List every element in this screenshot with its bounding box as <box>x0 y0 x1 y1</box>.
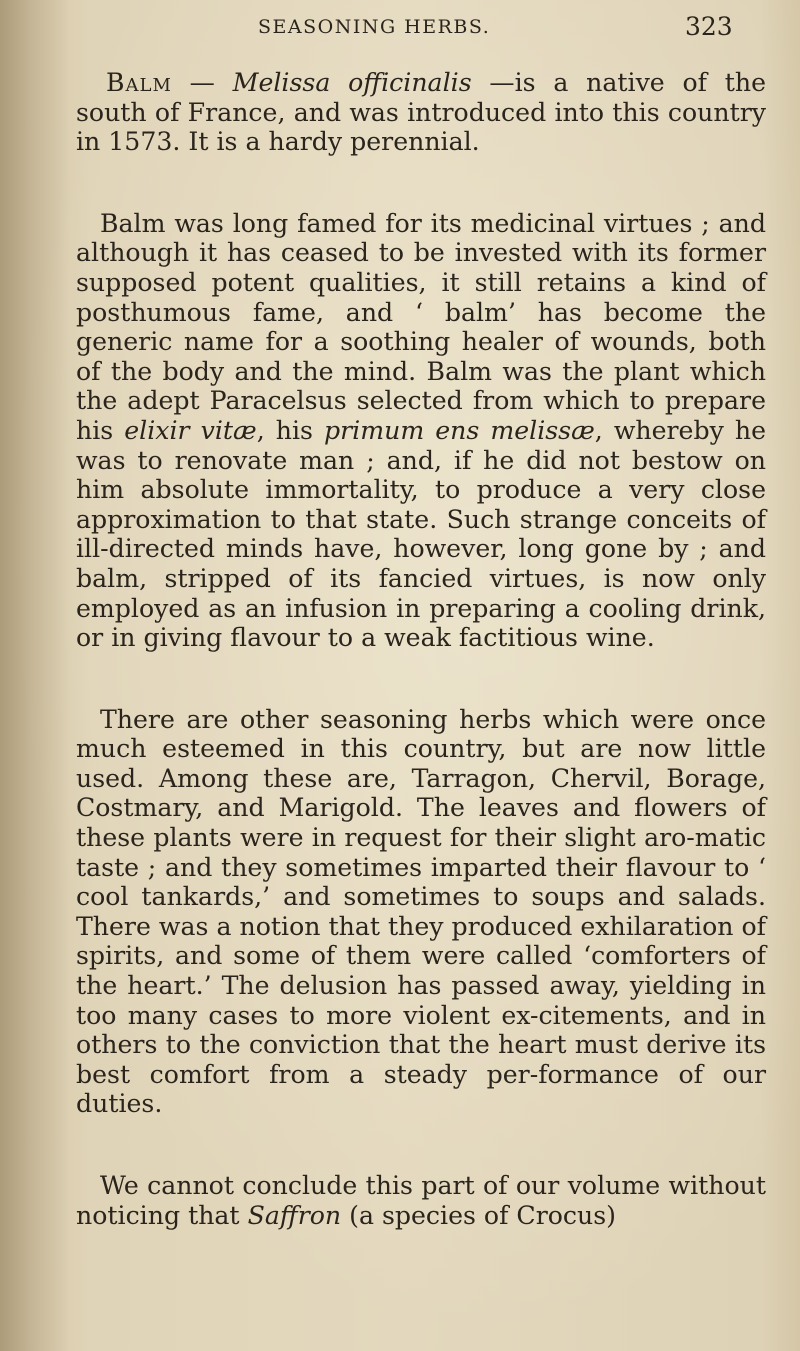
text-segment: There are other seasoning herbs which were once much esteemed in this country, but are now little used. Among these are, Tarragon, Chervil, Borage, Costmary, and Marigold. The leaves and flowers of these plants were in request for their slight aro-matic taste ; and they sometimes imparted their flavour to ‘ cool tankards,’ and sometimes to soups and salads. There was a notion that they produced exhilaration of spirits, and some of them were called ‘comforters of the heart.’ The delusion has passed away, yielding in too many cases to more violent ex-citements, and in others to the conviction that the heart must derive its best comfort from a steady per-formance of our duties. <box>76 704 766 1119</box>
text-segment: We cannot conclude this part of our volume without noticing that <box>76 1171 766 1230</box>
text-segment: Balm was long famed for its medicinal virtues ; and although it has ceased to be invested with its former supposed potent qualities, it still retains a kind of posthumous fame, and ‘ balm’ has become the generic name for a soothing healer of wounds, both of the body and the mind. Balm was the plant which the adept Paracelsus selected from which to prepare his <box>76 208 766 445</box>
text-segment: —is a native of the south of France, and was introduced into this country in 1573. It is a hardy perennial. <box>76 68 766 157</box>
text-segment: , whereby he was to renovate man ; and, if he did not bestow on him absolute immortality, to produce a very close approximation to that state. Such strange conceits of ill-directed minds have, however, long gone by ; and balm, stripped of its fancied virtues, is now only employed as an infusion in preparing a cooling drink, or in giving flavour to a weak factitious wine. <box>76 415 766 653</box>
paragraph-balm-intro <box>76 68 766 157</box>
lead-word: Balm <box>106 68 172 97</box>
latin-name: Melissa officinalis <box>232 68 472 97</box>
latin-phrase: primum ens melissæ <box>324 415 595 445</box>
herb-name: Saffron <box>247 1200 342 1230</box>
binding-shadow <box>0 0 70 1351</box>
text-segment: — <box>171 68 233 97</box>
body-text <box>76 68 766 1230</box>
paragraph-other-herbs <box>76 705 766 1119</box>
paragraph-balm-virtues <box>76 209 766 653</box>
running-head: SEASONING HERBS. <box>258 16 491 38</box>
paragraph-saffron <box>76 1171 766 1230</box>
text-segment: , his <box>256 415 324 445</box>
page-number: 323 <box>685 12 733 41</box>
latin-phrase: elixir vitæ <box>124 415 257 445</box>
text-segment: (a species of Crocus) <box>341 1200 616 1230</box>
